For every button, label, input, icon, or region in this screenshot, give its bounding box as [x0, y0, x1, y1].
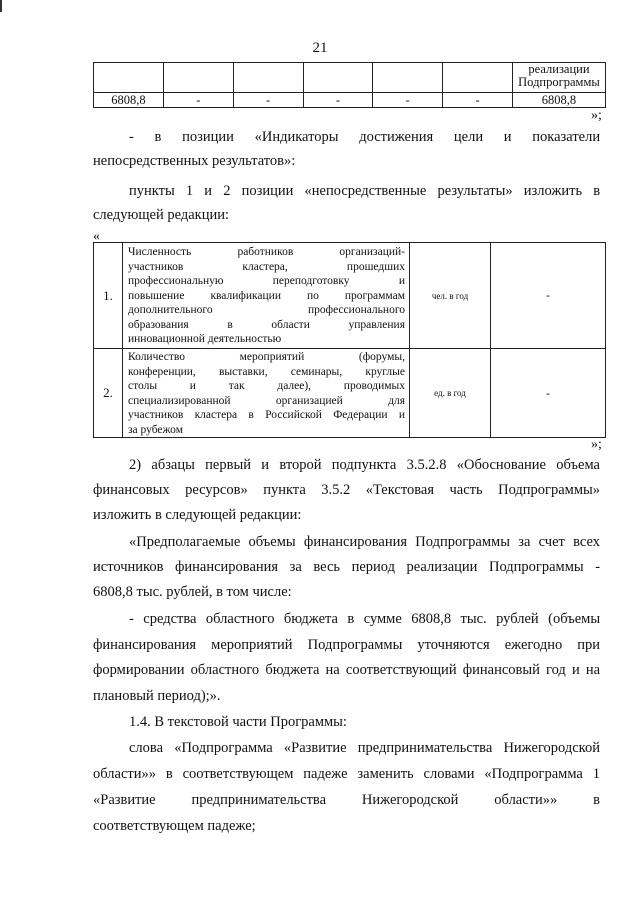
table-cell: [94, 63, 164, 93]
table-row: [94, 349, 606, 438]
paragraph-line: слова «Подпрограмма «Развитие предпринимательства Нижегородской: [129, 740, 600, 756]
page-edge-mark: [0, 0, 2, 12]
table-cell: 6808,8: [512, 93, 605, 108]
table-cell: [233, 63, 303, 93]
table-row: [94, 93, 606, 108]
paragraph-line: непосредственных результатов»:: [93, 153, 296, 169]
paragraph-line: 1.4. В текстовой части Программы:: [129, 714, 347, 730]
table-cell: 6808,8: [94, 93, 164, 108]
closing-quote: »;: [591, 437, 602, 452]
paragraph-line: финансирования мероприятий Подпрограммы уточняются ежегодно при: [93, 637, 601, 653]
paragraph-line: «Предполагаемые объемы финансирования Подпрограммы за счет всех: [129, 534, 601, 550]
paragraph-line: области»» в соответствующем падеже заменить словами «Подпрограмма 1: [93, 766, 600, 782]
paragraph-line: плановый период);».: [93, 688, 221, 704]
paragraph-line: формировании областного бюджета на соответствующий финансовый год и на: [93, 662, 601, 678]
paragraph-line: пункты 1 и 2 позиции «непосредственные результаты» изложить в: [129, 183, 601, 199]
table-cell: -: [373, 93, 443, 108]
table-row: [94, 63, 606, 93]
opening-quote: «: [93, 229, 100, 244]
header-text-line: реализации: [528, 62, 590, 76]
table-cell: -: [233, 93, 303, 108]
paragraph-line: «Развитие предпринимательства Нижегородской области»» в: [93, 792, 600, 808]
table-cell: -: [163, 93, 233, 108]
header-text-line: Подпрограммы: [518, 75, 600, 89]
table-cell: [303, 63, 373, 93]
paragraph-line: финансовых ресурсов» пункта 3.5.2 «Текстовая часть Подпрограммы»: [93, 482, 601, 498]
paragraph-line: источников финансирования за весь период реализации Подпрограммы -: [93, 559, 601, 575]
row-number: 2.: [94, 349, 123, 438]
paragraph-line: изложить в следующей редакции:: [93, 507, 302, 523]
financing-table: [93, 62, 606, 108]
indicator-unit: ед. в год: [410, 349, 491, 438]
indicator-value: -: [491, 243, 606, 349]
indicator-value: -: [491, 349, 606, 438]
paragraph-line: 6808,8 тыс. рублей, в том числе:: [93, 584, 292, 600]
paragraph-line: - средства областного бюджета в сумме 6808,8 тыс. рублей (объемы: [129, 611, 601, 627]
paragraph-line: следующей редакции:: [93, 207, 230, 223]
table-cell: -: [443, 93, 513, 108]
table-row: [94, 243, 606, 349]
indicator-name: Численность работников организаций- участников кластера, прошедших профессиональную переподготовку и повышение квалификации по программам дополнительного профессионального образования в области управления инновационной деятельностью: [123, 243, 410, 349]
indicator-unit: чел. в год: [410, 243, 491, 349]
indicators-table: [93, 242, 606, 438]
table-cell: -: [303, 93, 373, 108]
page-number: 21: [312, 40, 328, 56]
table-cell: [373, 63, 443, 93]
table-cell: [443, 63, 513, 93]
paragraph-line: - в позиции «Индикаторы достижения цели и показатели: [129, 129, 601, 145]
table-cell: [163, 63, 233, 93]
indicator-name: Количество мероприятий (форумы, конференции, выставки, семинары, круглые столы и так далее), проводимых специализированной организацией для участников кластера в Российской Федерации и за рубежом: [123, 349, 410, 438]
row-number: 1.: [94, 243, 123, 349]
paragraph-line: 2) абзацы первый и второй подпункта 3.5.2.8 «Обоснование объема: [129, 457, 600, 473]
closing-quote: »;: [591, 108, 602, 123]
table-header-cell: [512, 63, 605, 93]
paragraph-line: соответствующем падеже;: [93, 818, 256, 834]
